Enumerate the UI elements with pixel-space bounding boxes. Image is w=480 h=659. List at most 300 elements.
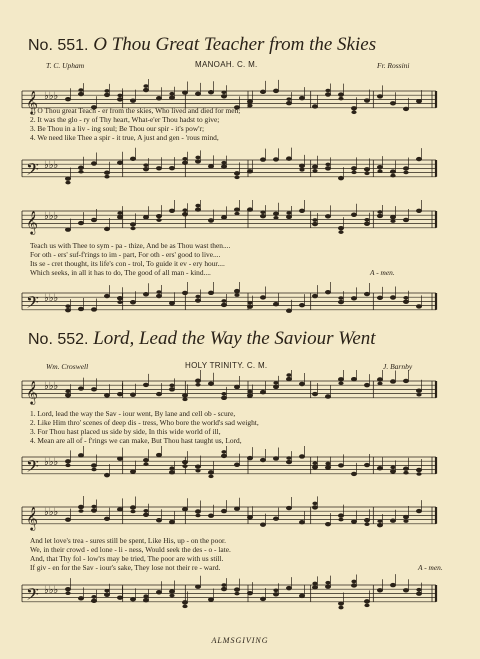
note-head bbox=[273, 302, 278, 306]
note-head bbox=[182, 507, 187, 511]
note-head bbox=[143, 88, 148, 92]
music-system-2-bass bbox=[0, 282, 480, 322]
verse-line: We, in their crowd - ed lone - li - ness, Would seek the des - o - late. bbox=[30, 545, 231, 554]
note-head bbox=[416, 389, 421, 393]
note-head bbox=[416, 157, 421, 161]
note-head bbox=[130, 510, 135, 514]
note-head bbox=[195, 514, 200, 518]
note-head bbox=[169, 92, 174, 96]
note-head bbox=[143, 84, 148, 88]
note-head bbox=[286, 377, 291, 381]
note-head bbox=[117, 94, 122, 98]
note-head bbox=[65, 518, 70, 522]
note-head bbox=[78, 92, 83, 96]
note-head bbox=[195, 160, 200, 164]
note-head bbox=[78, 597, 83, 601]
note-head bbox=[195, 299, 200, 303]
note-head bbox=[338, 514, 343, 518]
verse-line: 2. Like Him thro' scenes of deep dis - tress, Who bore the world's sad weight, bbox=[30, 418, 259, 427]
note-head bbox=[91, 595, 96, 599]
note-head bbox=[143, 509, 148, 513]
note-head bbox=[260, 597, 265, 601]
note-head bbox=[403, 300, 408, 304]
note-head bbox=[91, 388, 96, 392]
note-head bbox=[221, 396, 226, 400]
note-head bbox=[156, 453, 161, 457]
note-head bbox=[221, 509, 226, 513]
note-head bbox=[377, 588, 382, 592]
note-head bbox=[416, 472, 421, 476]
note-head bbox=[117, 98, 122, 102]
note-head bbox=[377, 95, 382, 99]
note-head bbox=[312, 218, 317, 222]
note-head bbox=[65, 393, 70, 397]
note-head bbox=[247, 456, 252, 460]
note-head bbox=[234, 588, 239, 592]
note-head bbox=[312, 502, 317, 506]
note-head bbox=[195, 383, 200, 387]
note-head bbox=[182, 605, 187, 609]
note-head bbox=[78, 88, 83, 92]
note-head bbox=[299, 520, 304, 524]
note-head bbox=[312, 222, 317, 226]
note-head bbox=[273, 381, 278, 385]
note-head bbox=[104, 593, 109, 597]
verse-line: And, that Thy fol - low'rs may be tried, The poor are with us still. bbox=[30, 554, 224, 563]
note-head bbox=[182, 157, 187, 161]
note-head bbox=[221, 216, 226, 220]
note-head bbox=[364, 600, 369, 604]
verse-block-1 bbox=[30, 106, 240, 142]
note-head bbox=[403, 588, 408, 592]
note-head bbox=[221, 161, 226, 165]
note-head bbox=[195, 469, 200, 473]
note-head bbox=[65, 308, 70, 312]
note-head bbox=[390, 174, 395, 178]
key-signature-icon: ♭♭♭ bbox=[44, 507, 59, 518]
note-head bbox=[247, 104, 252, 108]
note-head bbox=[143, 462, 148, 466]
note-head bbox=[325, 290, 330, 294]
note-head bbox=[325, 89, 330, 93]
note-head bbox=[130, 506, 135, 510]
note-head bbox=[104, 175, 109, 179]
note-head bbox=[208, 219, 213, 223]
note-head bbox=[221, 454, 226, 458]
clef-icon: 𝄢 bbox=[26, 158, 39, 183]
note-head bbox=[221, 392, 226, 396]
key-signature-icon: ♭♭♭ bbox=[44, 381, 59, 392]
note-head bbox=[390, 219, 395, 223]
note-head bbox=[234, 507, 239, 511]
note-head bbox=[182, 161, 187, 165]
key-signature-icon: ♭♭♭ bbox=[44, 585, 59, 596]
note-head bbox=[325, 395, 330, 399]
note-head bbox=[169, 594, 174, 598]
note-head bbox=[65, 389, 70, 393]
note-head bbox=[351, 580, 356, 584]
note-head bbox=[260, 90, 265, 94]
note-head bbox=[117, 211, 122, 215]
note-head bbox=[338, 377, 343, 381]
note-head bbox=[351, 110, 356, 114]
verse-line: 4. Mean are all of - f'rings we can make, But Thou hast taught us, Lord, bbox=[30, 436, 242, 445]
note-head bbox=[182, 464, 187, 468]
note-head bbox=[208, 471, 213, 475]
hymn-author: T. C. Upham bbox=[46, 61, 85, 70]
note-head bbox=[169, 520, 174, 524]
note-head bbox=[221, 583, 226, 587]
note-head bbox=[195, 465, 200, 469]
note-head bbox=[286, 586, 291, 590]
note-head bbox=[117, 457, 122, 461]
note-head bbox=[390, 470, 395, 474]
note-head bbox=[390, 380, 395, 384]
note-head bbox=[130, 470, 135, 474]
note-head bbox=[403, 467, 408, 471]
note-head bbox=[221, 450, 226, 454]
note-head bbox=[65, 460, 70, 464]
hymn-author: Wm. Croswell bbox=[46, 362, 89, 371]
note-head bbox=[78, 221, 83, 225]
hymn-title: Lord, Lead the Way the Saviour Went bbox=[93, 328, 376, 349]
note-head bbox=[312, 392, 317, 396]
note-head bbox=[221, 165, 226, 169]
note-head bbox=[104, 89, 109, 93]
note-head bbox=[208, 598, 213, 602]
note-head bbox=[364, 222, 369, 226]
note-head bbox=[338, 464, 343, 468]
note-head bbox=[91, 599, 96, 603]
note-head bbox=[377, 210, 382, 214]
note-head bbox=[91, 468, 96, 472]
note-head bbox=[143, 383, 148, 387]
key-signature-icon: ♭♭♭ bbox=[44, 457, 59, 468]
note-head bbox=[273, 216, 278, 220]
note-head bbox=[117, 596, 122, 600]
music-system-4-bass bbox=[0, 574, 480, 614]
note-head bbox=[78, 509, 83, 513]
clef-icon: 𝄞 bbox=[26, 379, 38, 404]
note-head bbox=[130, 223, 135, 227]
note-head bbox=[312, 165, 317, 169]
note-head bbox=[208, 382, 213, 386]
note-head bbox=[91, 162, 96, 166]
hymn-551-heading bbox=[28, 34, 376, 56]
note-head bbox=[156, 294, 161, 298]
note-head bbox=[247, 208, 252, 212]
note-head bbox=[104, 171, 109, 175]
note-head bbox=[299, 209, 304, 213]
clef-icon: 𝄢 bbox=[26, 583, 39, 608]
note-head bbox=[104, 93, 109, 97]
note-head bbox=[182, 91, 187, 95]
clef-icon: 𝄞 bbox=[26, 505, 38, 530]
note-head bbox=[273, 593, 278, 597]
note-head bbox=[143, 292, 148, 296]
note-head bbox=[182, 460, 187, 464]
note-head bbox=[182, 398, 187, 402]
verse-line: Teach us with Thee to sym - pa - thize, And be as Thou wast then.... bbox=[30, 241, 231, 250]
note-head bbox=[260, 210, 265, 214]
note-head bbox=[195, 208, 200, 212]
hymn-composer: Fr. Rossini bbox=[377, 61, 410, 70]
music-system-1-bass bbox=[0, 144, 480, 194]
note-head bbox=[364, 172, 369, 176]
note-head bbox=[416, 209, 421, 213]
note-head bbox=[169, 166, 174, 170]
note-head bbox=[377, 382, 382, 386]
verse-line: Its se - cret thought, its life's con - trol, To guide it ev - ery hour.... bbox=[30, 259, 225, 268]
note-head bbox=[169, 470, 174, 474]
note-head bbox=[65, 228, 70, 232]
note-head bbox=[208, 514, 213, 518]
note-head bbox=[312, 586, 317, 590]
note-head bbox=[403, 515, 408, 519]
note-head bbox=[104, 227, 109, 231]
hymn-number: No. 551. bbox=[28, 37, 89, 54]
note-head bbox=[312, 294, 317, 298]
note-head bbox=[364, 604, 369, 608]
tune-name: MANOAH. C. M. bbox=[195, 60, 258, 69]
note-head bbox=[403, 218, 408, 222]
note-head bbox=[208, 291, 213, 295]
note-head bbox=[286, 211, 291, 215]
note-head bbox=[299, 455, 304, 459]
verse-line: 1. O Thou great Teach - er from the skies, Who lived and died for men; bbox=[30, 106, 241, 115]
note-head bbox=[247, 390, 252, 394]
note-head bbox=[221, 94, 226, 98]
note-head bbox=[156, 290, 161, 294]
note-head bbox=[104, 393, 109, 397]
note-head bbox=[299, 164, 304, 168]
verse-block-4 bbox=[30, 536, 443, 572]
note-head bbox=[65, 177, 70, 181]
note-head bbox=[78, 170, 83, 174]
note-head bbox=[312, 465, 317, 469]
note-head bbox=[325, 581, 330, 585]
note-head bbox=[195, 510, 200, 514]
amen-label: A - men. bbox=[370, 268, 395, 277]
note-head bbox=[364, 218, 369, 222]
note-head bbox=[156, 218, 161, 222]
note-head bbox=[260, 458, 265, 462]
note-head bbox=[91, 464, 96, 468]
note-head bbox=[299, 96, 304, 100]
note-head bbox=[156, 590, 161, 594]
note-head bbox=[351, 106, 356, 110]
music-system-4-treble bbox=[0, 496, 480, 536]
note-head bbox=[117, 300, 122, 304]
note-head bbox=[325, 462, 330, 466]
note-head bbox=[403, 519, 408, 523]
note-head bbox=[364, 99, 369, 103]
note-head bbox=[221, 299, 226, 303]
note-head bbox=[143, 458, 148, 462]
note-head bbox=[338, 226, 343, 230]
note-head bbox=[208, 165, 213, 169]
music-system-2-treble bbox=[0, 200, 480, 240]
note-head bbox=[351, 171, 356, 175]
note-head bbox=[273, 517, 278, 521]
note-head bbox=[338, 97, 343, 101]
note-head bbox=[156, 96, 161, 100]
note-head bbox=[182, 291, 187, 295]
verse-line: If giv - en for the Sav - iour's sake, They lose not their re - ward. bbox=[30, 563, 221, 572]
note-head bbox=[338, 230, 343, 234]
note-head bbox=[325, 522, 330, 526]
note-head bbox=[299, 594, 304, 598]
note-head bbox=[351, 377, 356, 381]
note-head bbox=[312, 169, 317, 173]
note-head bbox=[156, 166, 161, 170]
note-head bbox=[65, 181, 70, 185]
note-head bbox=[169, 388, 174, 392]
hymn-title: O Thou Great Teacher from the Skies bbox=[93, 34, 377, 55]
music-system-3-bass bbox=[0, 446, 480, 486]
note-head bbox=[377, 466, 382, 470]
note-head bbox=[169, 301, 174, 305]
note-head bbox=[234, 293, 239, 297]
note-head bbox=[286, 373, 291, 377]
note-head bbox=[130, 99, 135, 103]
note-head bbox=[338, 518, 343, 522]
note-head bbox=[338, 381, 343, 385]
key-signature-icon: ♭♭♭ bbox=[44, 211, 59, 222]
note-head bbox=[234, 463, 239, 467]
note-head bbox=[130, 597, 135, 601]
note-head bbox=[234, 592, 239, 596]
note-head bbox=[182, 601, 187, 605]
note-head bbox=[169, 466, 174, 470]
note-head bbox=[338, 93, 343, 97]
note-head bbox=[117, 392, 122, 396]
note-head bbox=[260, 296, 265, 300]
note-head bbox=[390, 583, 395, 587]
note-head bbox=[403, 167, 408, 171]
note-head bbox=[234, 176, 239, 180]
amen-label: A - men. bbox=[418, 563, 443, 572]
note-head bbox=[299, 303, 304, 307]
note-head bbox=[247, 100, 252, 104]
note-head bbox=[221, 90, 226, 94]
note-head bbox=[416, 588, 421, 592]
note-head bbox=[234, 208, 239, 212]
clef-icon: 𝄞 bbox=[26, 89, 38, 114]
note-head bbox=[312, 105, 317, 109]
note-head bbox=[156, 518, 161, 522]
note-head bbox=[338, 606, 343, 610]
note-head bbox=[143, 163, 148, 167]
note-head bbox=[390, 466, 395, 470]
note-head bbox=[143, 513, 148, 517]
note-head bbox=[377, 169, 382, 173]
note-head bbox=[364, 522, 369, 526]
note-head bbox=[351, 584, 356, 588]
note-head bbox=[221, 303, 226, 307]
note-head bbox=[104, 294, 109, 298]
verse-line: 3. For Thou hast placed us side by side, In this wide world of ill, bbox=[30, 427, 221, 436]
note-head bbox=[65, 591, 70, 595]
note-head bbox=[169, 384, 174, 388]
verse-line: 3. Be Thou in a liv - ing soul; Be Thou our spir - it's pow'r; bbox=[30, 124, 205, 133]
note-head bbox=[364, 292, 369, 296]
note-head bbox=[78, 166, 83, 170]
note-head bbox=[390, 170, 395, 174]
note-head bbox=[377, 214, 382, 218]
note-head bbox=[182, 208, 187, 212]
note-head bbox=[130, 157, 135, 161]
music-system-3-treble bbox=[0, 370, 480, 410]
note-head bbox=[195, 585, 200, 589]
note-head bbox=[247, 169, 252, 173]
note-head bbox=[312, 582, 317, 586]
hymn-number: No. 552. bbox=[28, 331, 89, 348]
note-head bbox=[416, 393, 421, 397]
clef-icon: 𝄢 bbox=[26, 291, 39, 316]
note-head bbox=[416, 99, 421, 103]
note-head bbox=[91, 509, 96, 513]
note-head bbox=[143, 215, 148, 219]
note-head bbox=[65, 587, 70, 591]
note-head bbox=[312, 461, 317, 465]
note-head bbox=[351, 297, 356, 301]
key-signature-icon: ♭♭♭ bbox=[44, 160, 59, 171]
note-head bbox=[299, 382, 304, 386]
verse-block-2 bbox=[30, 241, 395, 277]
hymn-composer: J. Barnby bbox=[383, 362, 413, 371]
note-head bbox=[286, 157, 291, 161]
note-head bbox=[338, 176, 343, 180]
note-head bbox=[143, 167, 148, 171]
note-head bbox=[117, 215, 122, 219]
note-head bbox=[325, 93, 330, 97]
note-head bbox=[325, 215, 330, 219]
note-head bbox=[273, 457, 278, 461]
hymn-552-heading bbox=[28, 328, 376, 350]
note-head bbox=[247, 305, 252, 309]
note-head bbox=[117, 161, 122, 165]
note-head bbox=[78, 387, 83, 391]
note-head bbox=[286, 456, 291, 460]
tune-name: HOLY TRINITY. C. M. bbox=[185, 361, 268, 370]
note-head bbox=[286, 97, 291, 101]
note-head bbox=[78, 307, 83, 311]
note-head bbox=[130, 227, 135, 231]
note-head bbox=[130, 300, 135, 304]
note-head bbox=[234, 172, 239, 176]
note-head bbox=[364, 168, 369, 172]
note-head bbox=[91, 308, 96, 312]
note-head bbox=[234, 385, 239, 389]
note-head bbox=[403, 171, 408, 175]
note-head bbox=[65, 464, 70, 468]
note-head bbox=[273, 589, 278, 593]
note-head bbox=[273, 89, 278, 93]
note-head bbox=[390, 215, 395, 219]
note-head bbox=[390, 296, 395, 300]
note-head bbox=[416, 509, 421, 513]
note-head bbox=[169, 209, 174, 213]
note-head bbox=[364, 383, 369, 387]
note-head bbox=[403, 471, 408, 475]
note-head bbox=[260, 523, 265, 527]
verse-line: Which seeks, in all it has to do, The good of all man - kind.... bbox=[30, 268, 211, 277]
verse-line: For oth - ers' suf-f'rings to im - part, For oth - ers' good to live.... bbox=[30, 250, 221, 259]
note-head bbox=[403, 379, 408, 383]
note-head bbox=[169, 96, 174, 100]
note-head bbox=[377, 165, 382, 169]
